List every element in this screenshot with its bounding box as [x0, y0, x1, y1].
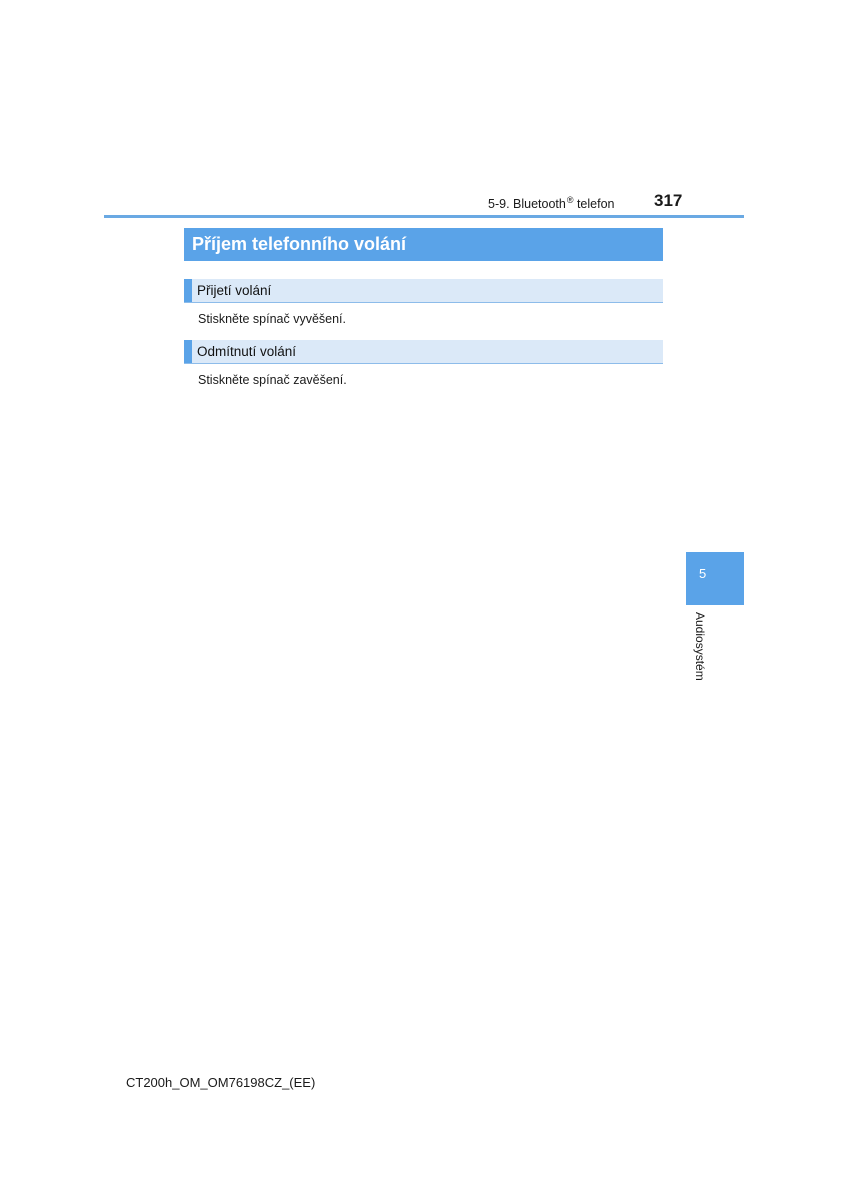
page-number: 317 [654, 191, 683, 210]
subheading-label: Přijetí volání [197, 283, 272, 298]
subheading-marker [184, 340, 192, 363]
section-title-suffix: telefon [573, 197, 615, 211]
paragraph-accept-call: Stiskněte spínač vyvěšení. [198, 312, 346, 326]
subheading-marker [184, 279, 192, 302]
chapter-tab [686, 552, 744, 605]
page-title: Příjem telefonního volání [192, 234, 407, 254]
subheading-label: Odmítnutí volání [197, 344, 297, 359]
section-title-prefix: 5-9. Bluetooth [488, 197, 566, 211]
subheading-accept-call [184, 279, 663, 303]
paragraph-reject-call: Stiskněte spínač zavěšení. [198, 373, 347, 387]
section-title [488, 195, 615, 211]
page-title-bar [184, 228, 663, 261]
document-code: CT200h_OM_OM76198CZ_(EE) [126, 1075, 316, 1090]
page-header [0, 188, 848, 218]
subheading-reject-call [184, 340, 663, 364]
chapter-label: Audiosystém [693, 612, 707, 681]
chapter-number: 5 [699, 566, 707, 581]
header-divider [104, 215, 744, 218]
registered-mark: ® [566, 195, 574, 205]
